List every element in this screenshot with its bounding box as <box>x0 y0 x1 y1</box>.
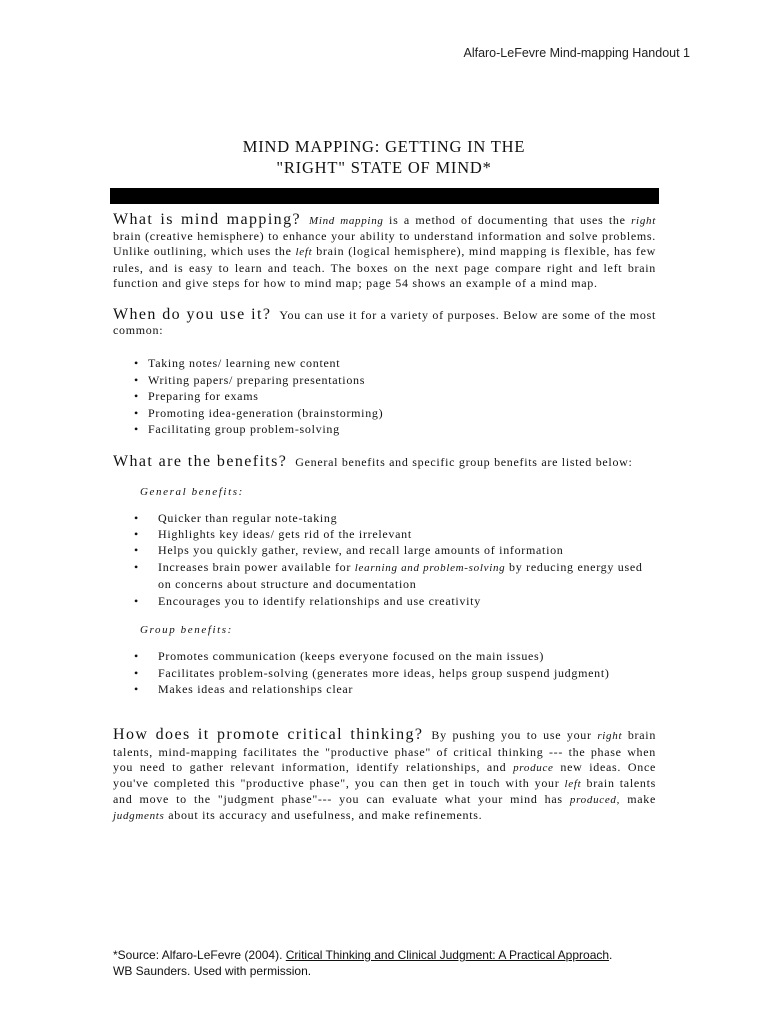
book-title-link: Critical Thinking and Clinical Judgment: A Practical Approach <box>285 948 610 962</box>
body-text: make <box>620 792 656 807</box>
section-when <box>113 307 656 338</box>
body-text: brain (logical hemisphere), mind mapping is flexible, has few rules, and is easy to learn and teach. The boxes on the next page compare right and left brain function and give steps for how to mind map; page 54 shows an example of a mind map. <box>113 244 657 290</box>
body-text: brain talents, mind-mapping facilitates the "productive phase" of critical thinking --- the phase when you need to gather relevant information, identify relationships, and <box>113 728 657 774</box>
list-item: • Makes ideas and relationships clear <box>134 681 354 696</box>
section-benefits <box>113 454 656 470</box>
document-body <box>113 212 656 825</box>
list-item: • Highlights key ideas/ gets rid of the irrelevant <box>134 527 412 542</box>
group-benefits-list <box>113 648 656 697</box>
list-item: • Taking notes/ learning new content <box>134 356 341 371</box>
list-item: • Quicker than regular note-taking <box>134 510 338 525</box>
body-text: You can use it for a variety of purposes. Below are some of the most common: <box>113 308 656 338</box>
body-text: brain talents and move to the "judgment phase"--- you can evaluate what your mind has <box>113 775 657 807</box>
emphasis-text: right <box>597 730 623 743</box>
general-benefits-list <box>113 510 656 609</box>
emphasis-text: produce <box>513 761 554 774</box>
group-benefits-label: Group benefits: <box>140 624 233 637</box>
list-item: • Increases brain power available for learning and problem-solving by reducing energy used on concerns about structure and documentation <box>134 559 643 592</box>
source-footnote: *Source: Alfaro-LeFevre (2004). Critical Thinking and Clinical Judgment: A Practical Approach. WB Saunders. Used with permission. <box>113 948 673 979</box>
section-heading: What is mind mapping? <box>113 211 301 228</box>
section-heading: What are the benefits? <box>113 453 288 471</box>
body-text: about its accuracy and usefulness, and make refinements. <box>164 808 483 823</box>
body-text: new ideas. Once you've completed this "productive phase", you can then get in touch with your <box>113 759 656 790</box>
section-critical-thinking <box>113 727 656 824</box>
emphasis-text: judgments <box>113 810 165 823</box>
section-heading: How does it promote critical thinking? <box>113 726 424 744</box>
title-line-1: MIND MAPPING: GETTING IN THE <box>242 137 526 156</box>
body-text: By pushing you to use your <box>431 728 598 743</box>
page-title <box>0 136 768 178</box>
list-item: • Facilitates problem-solving (generates more ideas, helps group suspend judgment) <box>134 665 610 680</box>
emphasis-text: produced, <box>569 794 621 807</box>
list-item: • Writing papers/ preparing presentations <box>134 372 366 387</box>
list-item: • Helps you quickly gather, review, and recall large amounts of information <box>134 543 564 558</box>
title-line-2: "RIGHT" STATE OF MIND* <box>276 158 492 177</box>
emphasis-text: right <box>631 215 656 227</box>
general-benefits-label: General benefits: <box>140 485 244 498</box>
body-text: General benefits and specific group benefits are listed below: <box>295 455 633 470</box>
emphasis-text: left <box>295 246 313 259</box>
body-text: is a method of documenting that uses the <box>383 213 632 227</box>
list-item: • Promotes communication (keeps everyone focused on the main issues) <box>134 649 545 664</box>
uses-list <box>113 355 656 437</box>
running-header: Alfaro-LeFevre Mind-mapping Handout 1 <box>463 46 690 60</box>
list-item: • Preparing for exams <box>134 389 259 404</box>
title-divider-bar <box>110 188 659 204</box>
list-item: • Encourages you to identify relationships and use creativity <box>134 593 481 608</box>
footnote-line-2: WB Saunders. Used with permission. <box>113 963 312 978</box>
body-text: brain (creative hemisphere) to enhance your ability to understand information and solve problems. Unlike outlining, which uses the <box>113 229 656 259</box>
section-heading: When do you use it? <box>113 306 272 324</box>
emphasis-text: Mind mapping <box>308 215 384 227</box>
list-item: • Promoting idea-generation (brainstorming) <box>134 405 384 420</box>
section-what-is <box>113 212 656 291</box>
emphasis-text: left <box>564 777 582 790</box>
list-item: • Facilitating group problem-solving <box>134 422 340 437</box>
